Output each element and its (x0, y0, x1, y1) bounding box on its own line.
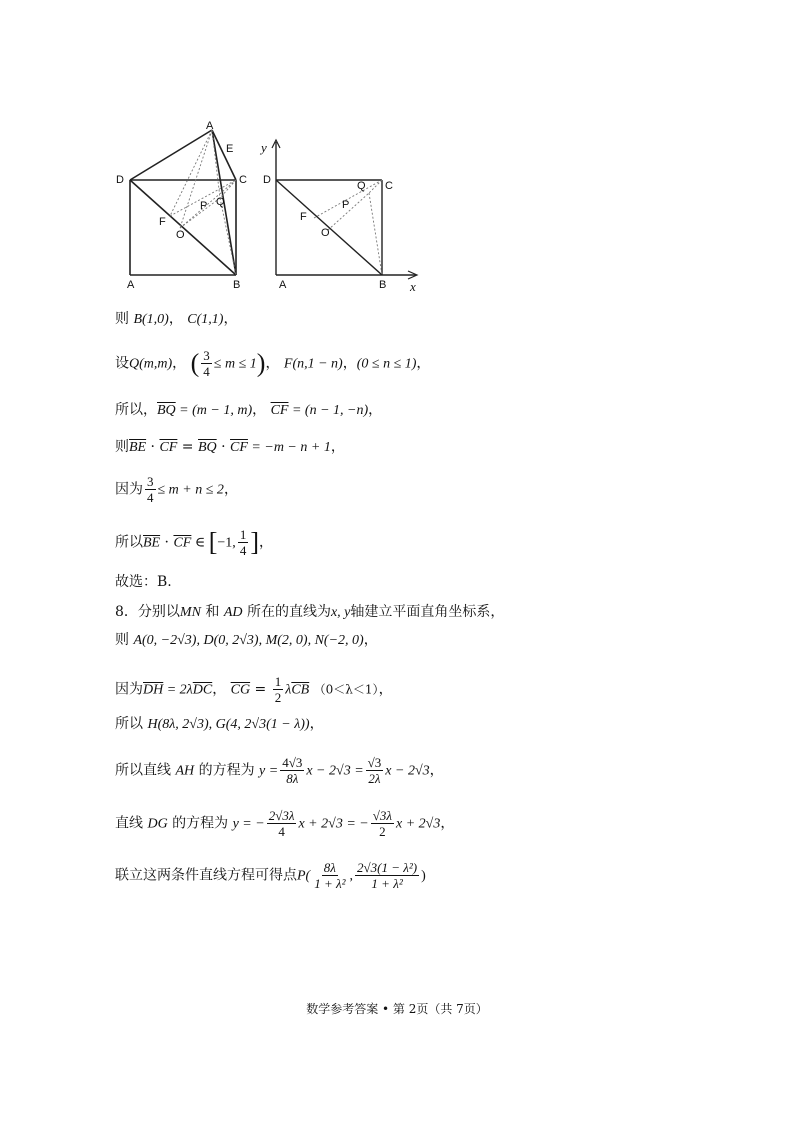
axis-label-y: y (261, 140, 267, 155)
label-D: D (116, 174, 124, 186)
figure-right-coordinate (256, 138, 426, 294)
label-C: C (385, 180, 393, 192)
label-B: B (379, 279, 387, 291)
label-A-bottom: A (127, 279, 135, 291)
label-Q: Q (357, 180, 366, 192)
line-10: 因为$\overline{DH} = 2\lambda\overline{DC}$， $\overline{CG}$ = $\frac{1}{2}$ $\lambda\overline{CB}$ （0＜λ＜1）， (115, 674, 393, 705)
line-1: 则 B(1,0)， C(1,1)， (115, 311, 238, 327)
line-13: 直线 DG 的方程为 y = − $\frac{2√3\lambda}{4}$ x + 2√3 = − $\frac{√3\lambda}{2}$ x + 2√3， (115, 808, 455, 839)
line-8: 8．分别以MN 和 AD 所在的直线为x, y轴建立平面直角坐标系， (115, 604, 505, 620)
line-14: 联立这两条件直线方程可得点P( $\frac{8\lambda}{\text{1 + λ²}}$ , $\frac{\text{2√3(1 − λ²)}}{\text{1 + λ²}}$ ) (115, 860, 426, 891)
label-A-top: A (206, 120, 214, 132)
label-D: D (263, 174, 271, 186)
label-O: O (176, 229, 185, 241)
line-9: 则 A(0, −2√3), D(0, 2√3), M(2, 0), N(−2, 0)， (115, 632, 378, 648)
label-F: F (300, 211, 307, 223)
point-B: B(1,0) (133, 312, 169, 327)
point-C: C(1,1) (187, 312, 224, 327)
label-P: P (200, 200, 208, 212)
line-7: 故选：B. (115, 574, 172, 590)
label-Q: Q (216, 196, 225, 208)
label-C: C (239, 174, 247, 186)
label-E: E (226, 143, 234, 155)
line-2: 设Q(m,m)， ( $\frac{3}{4}$ ≤ m ≤ 1)， F(n,1 − n)，(0 ≤ n ≤ 1)， (115, 348, 431, 379)
label-O: O (321, 227, 330, 239)
label-B: B (233, 279, 241, 291)
line-4: 则$\overline{BE} \cdot \overline{CF} = \overline{BQ} \cdot \overline{CF} = -m - n + 1$， (115, 439, 345, 455)
label-F: F (159, 216, 166, 228)
line-3: 所以，$\overline{BQ} = (m - 1$, m)， $\overline{CF} = (n - 1$, −n)， (115, 402, 383, 418)
figure-left-pyramid (110, 118, 260, 294)
line-5: 因为 $\frac{3}{4}$ ≤ m + n ≤ 2， (115, 474, 238, 505)
line-11: 所以 H(8λ, 2√3), G(4, 2√3(1 − λ))， (115, 716, 324, 732)
label-P: P (342, 199, 350, 211)
axis-label-x: x (410, 279, 416, 294)
label-A: A (279, 279, 287, 291)
line-6: 所以$\overline{BE} \cdot \overline{CF}$ ∈ [−1, $\frac{1}{4}$ ]， (115, 527, 273, 558)
line-12: 所以直线 AH 的方程为 y = $\frac{4√3}{8\lambda}$ x − 2√3 = $\frac{√3}{2\lambda}$ x − 2√3， (115, 755, 444, 786)
page-footer: 数学参考答案 • 第 2页（共 7页） (306, 1002, 488, 1016)
